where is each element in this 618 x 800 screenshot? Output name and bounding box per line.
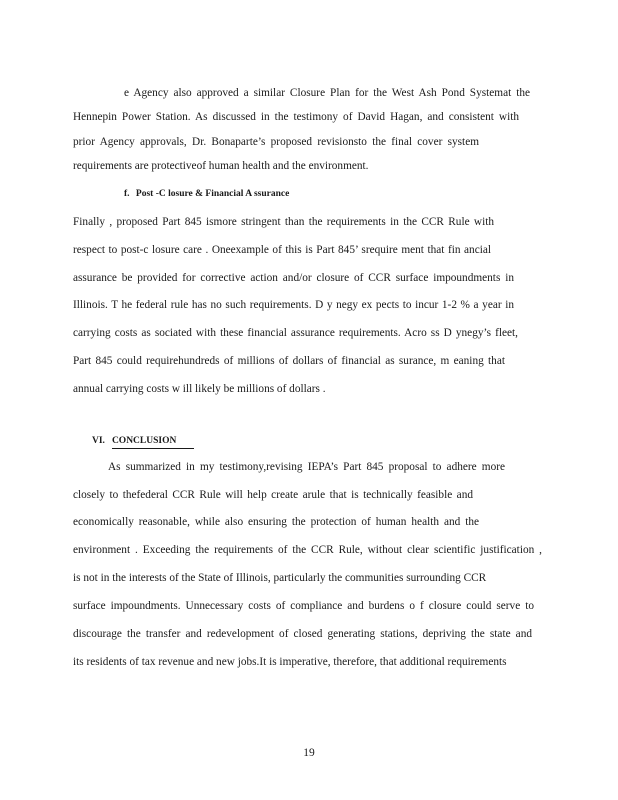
section-title: CONCLUSION <box>112 434 194 449</box>
section-number: VI. <box>92 436 105 446</box>
paragraph-line: Finally , proposed Part 845 ismore stringent than the requirements in the CCR Rule with <box>73 216 494 228</box>
paragraph-line: assurance be provided for corrective action and/or closure of CCR surface impoundments in <box>73 272 514 284</box>
subsection-number: f. <box>124 189 130 199</box>
paragraph-line: carrying costs as sociated with these financial assurance requirements. Acro ss D ynegy’s fleet, <box>73 327 518 339</box>
section-heading <box>92 434 194 449</box>
paragraph-line: economically reasonable, while also ensuring the protection of human health and the <box>73 516 479 528</box>
subsection-title: Post -C losure & Financial A ssurance <box>135 189 290 199</box>
subsection-heading <box>124 187 293 201</box>
paragraph-line: surface impoundments. Unnecessary costs of compliance and burdens o f closure could serve to <box>73 600 534 612</box>
paragraph-line: Illinois. T he federal rule has no such requirements. D y negy ex pects to incur 1-2 % a year in <box>73 299 514 311</box>
paragraph-line: annual carrying costs w ill likely be millions of dollars . <box>73 383 326 395</box>
paragraph-line: Hennepin Power Station. As discussed in the testimony of David Hagan, and consistent with <box>73 111 519 123</box>
paragraph-line: is not in the interests of the State of Illinois, particularly the communities surrounding CCR <box>73 572 487 584</box>
paragraph-line: environment . Exceeding the requirements of the CCR Rule, without clear scientific justification , <box>73 544 542 556</box>
paragraph-line: its residents of tax revenue and new jobs.It is imperative, therefore, that additional requirements <box>73 656 507 668</box>
paragraph-line: discourage the transfer and redevelopment of closed generating stations, depriving the state and <box>73 628 532 640</box>
paragraph-line: e Agency also approved a similar Closure Plan for the West Ash Pond Systemat the <box>124 87 530 99</box>
paragraph-line: Part 845 could requirehundreds of millions of dollars of financial as surance, m eaning that <box>73 355 505 367</box>
paragraph-line: closely to thefederal CCR Rule will help create arule that is technically feasible and <box>73 489 473 501</box>
paragraph-line: respect to post-c losure care . Oneexample of this is Part 845’ srequire ment that fin ancial <box>73 244 491 256</box>
paragraph-line: prior Agency approvals, Dr. Bonaparte’s proposed revisionsto the final cover system <box>73 136 479 148</box>
page-number: 19 <box>303 747 315 759</box>
paragraph-line: requirements are protectiveof human health and the environment. <box>73 160 369 172</box>
paragraph-line: As summarized in my testimony,revising IEPA’s Part 845 proposal to adhere more <box>108 461 505 473</box>
